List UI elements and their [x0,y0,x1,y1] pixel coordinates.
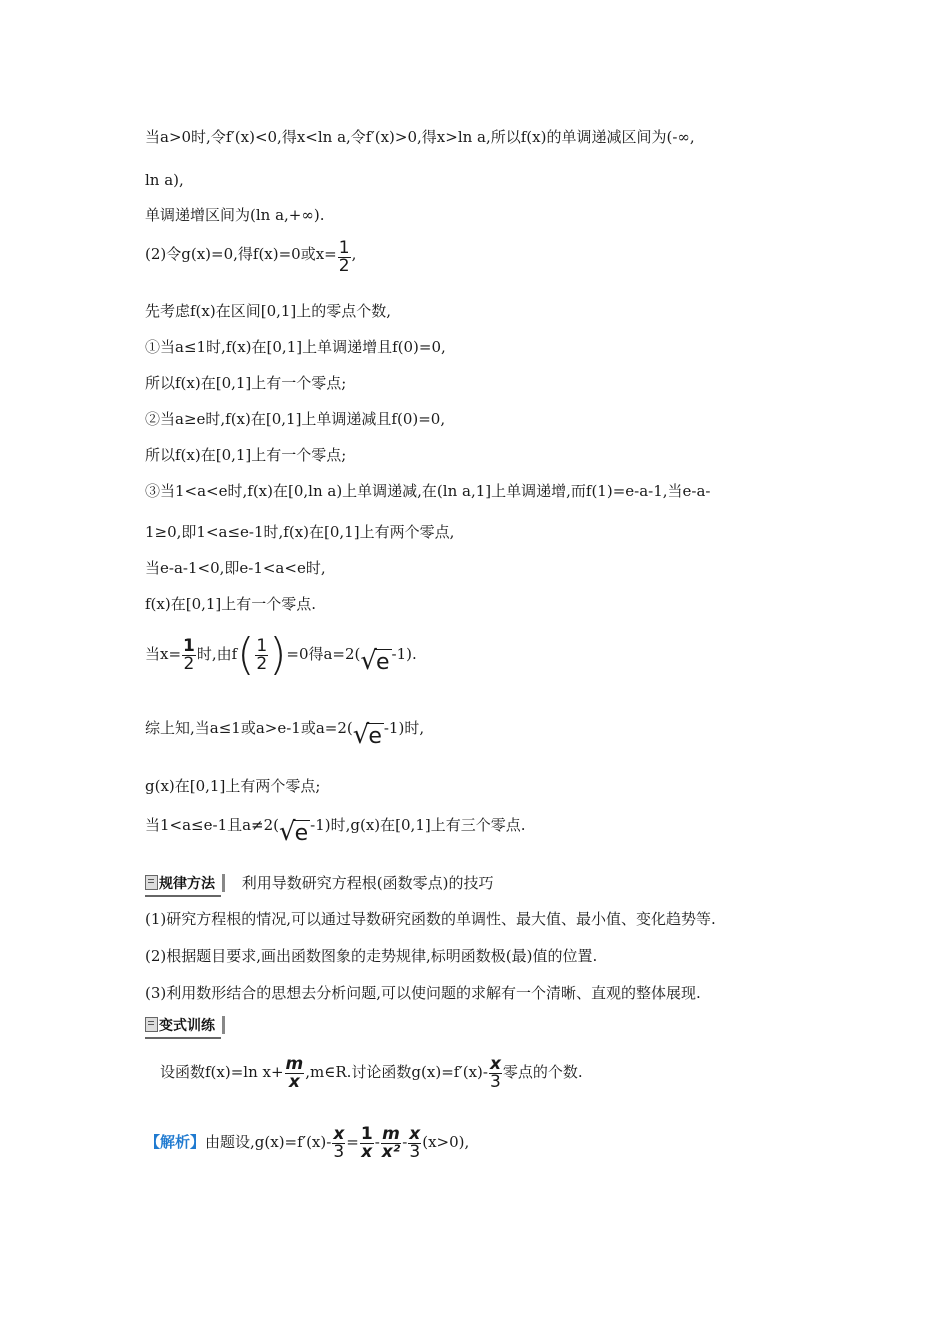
text-line: f(x)在[0,1]上有一个零点. [145,595,317,613]
text-line: (1)研究方程根的情况,可以通过导数研究函数的单调性、最大值、最小值、变化趋势等. [145,910,716,928]
practice-header [145,1014,221,1039]
sqrt-e: √ e [352,720,382,750]
text-line: (2)令g(x)=0,得f(x)=0或x= $\frac{1}{2}$ , [145,238,357,276]
text-line: g(x)在[0,1]上有两个零点; [145,777,321,795]
solution-tag: 【解析】 [145,1133,206,1151]
fraction: $\frac{m}{x}$ [285,1053,304,1092]
sqrt-e: √ e [360,646,390,676]
fraction: $\frac{1}{2}$ [256,635,268,674]
sqrt-e: √ e [279,817,309,847]
text-line: ln a), [145,171,184,189]
text-line: 1≥0,即1<a≤e-1时,f(x)在[0,1]上有两个零点, [145,523,455,541]
text-line: 所以f(x)在[0,1]上有一个零点; [145,446,347,464]
solution-line: 【解析】由题设,g(x)=f′(x)- $\frac{x}{3}$ = $\frac{1}{x}$ - $\frac{m}{\text{x²}}$ - $\frac{x}{3}$ (x>0), [145,1123,470,1162]
text-line: ①当a≤1时,f(x)在[0,1]上单调递增且f(0)=0, [145,338,446,356]
fraction: $\frac{1}{2}$ [183,635,195,674]
text-line: 当1<a≤e-1且a≠2( √ e -1)时,g(x)在[0,1]上有三个零点. [145,816,526,847]
fraction: $\frac{x}{3}$ [489,1053,501,1092]
fraction: $\frac{x}{3}$ [409,1123,421,1162]
text-line: 当x= $\frac{1}{2}$ 时,由f( $\frac{1}{2}$ )=0得a=2( √ e -1). [145,629,417,680]
text-line: 当a>0时,令f′(x)<0,得x<ln a,令f′(x)>0,得x>ln a,所以f(x)的单调递减区间为(-∞, [145,128,695,146]
text-line: 单调递增区间为(ln a,+∞). [145,206,325,224]
practice-question: 设函数f(x)=ln x+ $\frac{m}{x}$ ,m∈R.讨论函数g(x)=f′(x)- $\frac{x}{3}$ 零点的个数. [160,1053,583,1092]
text-line: 综上知,当a≤1或a>e-1或a=2( √ e -1)时, [145,719,425,750]
text-line: (3)利用数形结合的思想去分析问题,可以使问题的求解有一个清晰、直观的整体展现. [145,984,701,1002]
fraction: $\frac{m}{\text{x²}}$ [381,1123,401,1162]
text-line: 当e-a-1<0,即e-1<a<e时, [145,559,326,577]
text-line: ③当1<a<e时,f(x)在[0,ln a)上单调递减,在(ln a,1]上单调递增,而f(1)=e-a-1,当e-a- [145,482,711,500]
text-line: 先考虑f(x)在区间[0,1]上的零点个数, [145,302,392,320]
note-icon [145,875,158,890]
method-header [145,872,494,897]
practice-badge: 变式训练 [145,1014,221,1039]
text-line: (2)根据题目要求,画出函数图象的走势规律,标明函数极(最)值的位置. [145,947,598,965]
fraction: $\frac{x}{3}$ [333,1123,345,1162]
fraction: $\frac{1}{x}$ [360,1123,373,1162]
method-badge: 规律方法 [145,872,221,897]
fraction: $\frac{1}{2}$ [338,238,350,276]
method-title: 利用导数研究方程根(函数零点)的技巧 [241,874,494,892]
text-line: ②当a≥e时,f(x)在[0,1]上单调递减且f(0)=0, [145,410,446,428]
text-line: 所以f(x)在[0,1]上有一个零点; [145,374,347,392]
note-icon [145,1017,158,1032]
